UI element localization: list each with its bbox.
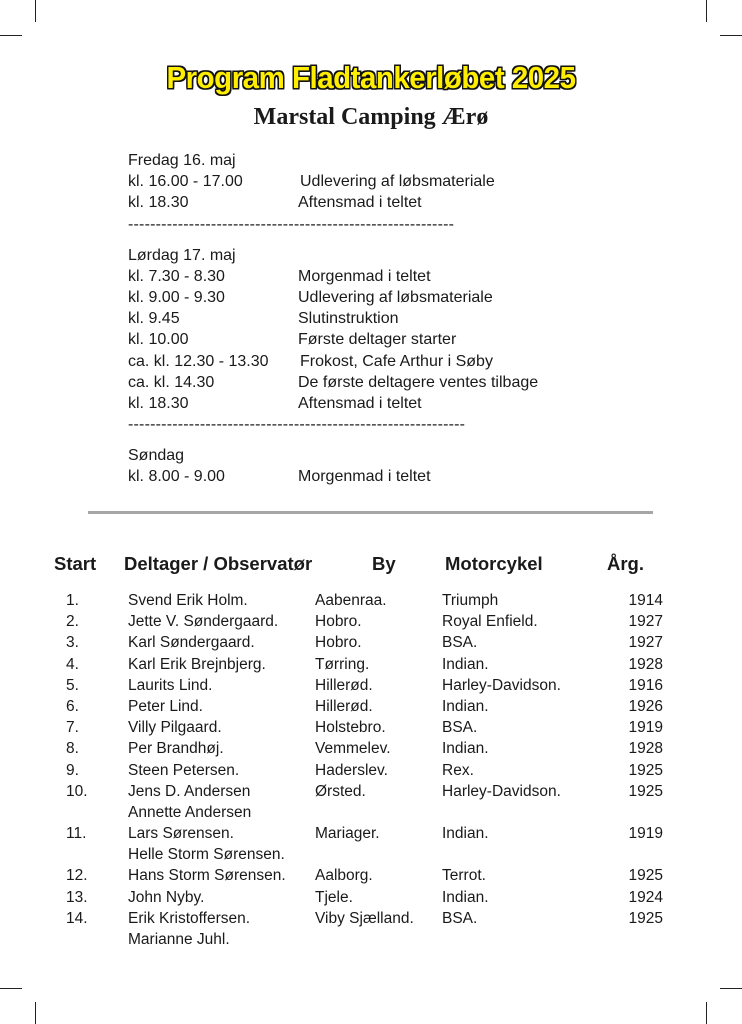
crop-mark-left-bottom (0, 988, 22, 989)
motorcycle-year: 1919 (628, 719, 663, 737)
header-city: By (372, 553, 396, 574)
schedule-item (128, 192, 465, 213)
schedule-time: kl. 10.00 (128, 331, 189, 349)
participant-name: Karl Søndergaard. (128, 634, 255, 652)
schedule-activity: Frokost, Cafe Arthur i Søby (300, 352, 493, 370)
schedule-activity: Morgenmad i teltet (298, 267, 431, 285)
motorcycle-make: Indian. (442, 655, 489, 673)
start-number: 5. (66, 676, 79, 694)
schedule-time: kl. 9.00 - 9.30 (128, 288, 225, 306)
participant-city: Aalborg. (315, 867, 373, 885)
participant-city: Hobro. (315, 613, 362, 631)
participant-name: Jette V. Søndergaard. (128, 613, 279, 631)
crop-mark-right-top (720, 35, 742, 36)
participant-city: Tørring. (315, 655, 370, 673)
participant-name: Erik Kristoffersen. (128, 909, 251, 927)
schedule-time: ca. kl. 14.30 (128, 373, 215, 391)
participant-city: Haderslev. (315, 761, 388, 779)
participant-name: Jens D. Andersen (128, 782, 251, 800)
participant-row (0, 738, 742, 759)
participant-row (0, 781, 742, 802)
schedule-item (128, 266, 465, 287)
participant-name: Peter Lind. (128, 697, 203, 715)
motorcycle-make: Indian. (442, 888, 489, 906)
motorcycle-year: 1928 (628, 740, 663, 758)
participant-city: Vemmelev. (315, 740, 391, 758)
day-heading: Fredag 16. maj (128, 152, 236, 169)
dashed-separator: ------------------------------------------------------------- (128, 416, 466, 434)
day-heading: Søndag (128, 447, 185, 465)
participant-row (0, 696, 742, 717)
start-number: 3. (66, 634, 79, 652)
schedule-item (128, 466, 465, 487)
participant-city: Hobro. (315, 634, 362, 652)
crop-mark-bottom-right (706, 1002, 707, 1024)
motorcycle-make: BSA. (442, 909, 478, 927)
schedule-time: kl. 18.30 (128, 194, 189, 212)
participant-name: Per Brandhøj. (128, 740, 224, 758)
motorcycle-make: Indian. (442, 740, 489, 758)
motorcycle-year: 1916 (628, 676, 663, 694)
motorcycle-make: BSA. (442, 634, 478, 652)
motorcycle-year: 1914 (628, 592, 663, 609)
participant-name: Villy Pilgaard. (128, 719, 222, 737)
motorcycle-year: 1925 (628, 867, 663, 885)
schedule-item (128, 308, 465, 329)
day-heading: Lørdag 17. maj (128, 246, 236, 264)
schedule-activity: De første deltagere ventes tilbage (298, 373, 539, 391)
schedule-item (128, 287, 493, 308)
schedule-time: kl. 9.45 (128, 310, 180, 328)
motorcycle-year: 1925 (628, 909, 663, 927)
motorcycle-make: Royal Enfield. (442, 613, 538, 631)
start-number: 6. (66, 697, 79, 715)
schedule-activity: Udlevering af løbsmateriale (300, 173, 495, 191)
motorcycle-year: 1924 (628, 888, 663, 906)
participant-name: Hans Storm Sørensen. (128, 867, 286, 885)
participant-row (0, 865, 742, 886)
participant-row (0, 929, 742, 950)
crop-mark-bottom-left (35, 1002, 36, 1024)
schedule-item (128, 351, 493, 372)
participant-name: Laurits Lind. (128, 676, 213, 694)
motorcycle-year: 1927 (628, 634, 663, 652)
motorcycle-make: Indian. (442, 825, 489, 843)
participant-city: Ørsted. (315, 782, 366, 800)
schedule-time: kl. 16.00 - 17.00 (128, 173, 243, 191)
schedule-time: kl. 8.00 - 9.00 (128, 468, 225, 486)
schedule-time: kl. 18.30 (128, 394, 189, 412)
participant-name: Lars Sørensen. (128, 825, 234, 843)
crop-mark-top-left (35, 0, 36, 22)
schedule-activity: Udlevering af løbsmateriale (298, 288, 493, 306)
schedule-item (128, 372, 539, 393)
crop-mark-left-top (0, 35, 22, 36)
motorcycle-year: 1926 (628, 697, 663, 715)
header-participant: Deltager / Observatør (124, 553, 313, 574)
motorcycle-make: Harley-Davidson. (442, 676, 561, 694)
crop-mark-right-bottom (720, 988, 742, 989)
participants-header (0, 553, 742, 577)
motorcycle-year: 1928 (628, 655, 663, 673)
dashed-separator: ----------------------------------------------------------- (128, 215, 455, 233)
participant-row (0, 844, 742, 865)
program-schedule (128, 150, 539, 487)
header-year: Årg. (607, 553, 644, 574)
participant-row (0, 717, 742, 738)
schedule-activity: Aftensmad i teltet (298, 194, 422, 212)
schedule-activity: Morgenmad i teltet (298, 468, 431, 486)
participant-row (0, 887, 742, 908)
participant-row (0, 908, 742, 929)
start-number: 8. (66, 740, 79, 758)
page-subtitle: Marstal Camping Ærø (253, 104, 489, 130)
participant-row (0, 675, 742, 696)
schedule-activity: Slutinstruktion (298, 310, 399, 328)
participant-city: Hillerød. (315, 676, 373, 694)
start-number: 11. (66, 825, 87, 843)
participant-row (0, 760, 742, 781)
start-number: 7. (66, 719, 79, 737)
motorcycle-make: Triumph (442, 592, 499, 609)
participant-name: Steen Petersen. (128, 761, 240, 779)
participant-row (0, 590, 742, 611)
participant-row (0, 823, 742, 844)
participant-city: Aabenraa. (315, 592, 387, 609)
motorcycle-make: Rex. (442, 761, 474, 779)
participant-name: Helle Storm Sørensen. (128, 846, 285, 864)
participant-name: Svend Erik Holm. (128, 592, 248, 609)
participant-list (0, 590, 742, 950)
participant-name: John Nyby. (128, 888, 205, 906)
schedule-activity: Første deltager starter (298, 331, 457, 349)
start-number: 13. (66, 888, 88, 906)
start-number: 9. (66, 761, 79, 779)
start-number: 1. (66, 592, 79, 609)
participant-name: Annette Andersen (128, 803, 252, 821)
motorcycle-year: 1925 (628, 761, 663, 779)
schedule-item (128, 171, 495, 192)
schedule-activity: Aftensmad i teltet (298, 394, 422, 412)
participant-city: Holstebro. (315, 719, 386, 737)
participant-city: Mariager. (315, 825, 380, 843)
motorcycle-year: 1925 (628, 782, 663, 800)
participant-city: Tjele. (315, 888, 353, 906)
participant-row (0, 654, 742, 675)
participant-city: Viby Sjælland. (315, 909, 414, 927)
start-number: 2. (66, 613, 79, 631)
section-divider (88, 511, 653, 514)
motorcycle-make: BSA. (442, 719, 478, 737)
motorcycle-year: 1919 (628, 825, 663, 843)
motorcycle-make: Terrot. (442, 867, 486, 885)
header-start: Start (54, 553, 97, 574)
schedule-time: kl. 7.30 - 8.30 (128, 267, 225, 285)
schedule-time: ca. kl. 12.30 - 13.30 (128, 352, 269, 370)
start-number: 12. (66, 867, 88, 885)
participant-row (0, 632, 742, 653)
header-motorcycle: Motorcykel (445, 553, 543, 574)
start-number: 14. (66, 909, 88, 927)
schedule-item (128, 329, 465, 350)
crop-mark-top-right (706, 0, 707, 22)
start-number: 4. (66, 655, 79, 673)
page-title: Program Fladtankerløbet 2025 (166, 60, 576, 95)
participant-city: Hillerød. (315, 697, 373, 715)
schedule-item (128, 393, 465, 414)
motorcycle-year: 1927 (628, 613, 663, 631)
participant-row (0, 611, 742, 632)
participant-name: Karl Erik Brejnbjerg. (128, 655, 266, 673)
participant-name: Marianne Juhl. (128, 931, 230, 948)
motorcycle-make: Harley-Davidson. (442, 782, 561, 800)
motorcycle-make: Indian. (442, 697, 489, 715)
participant-row (0, 802, 742, 823)
start-number: 10. (66, 782, 88, 800)
